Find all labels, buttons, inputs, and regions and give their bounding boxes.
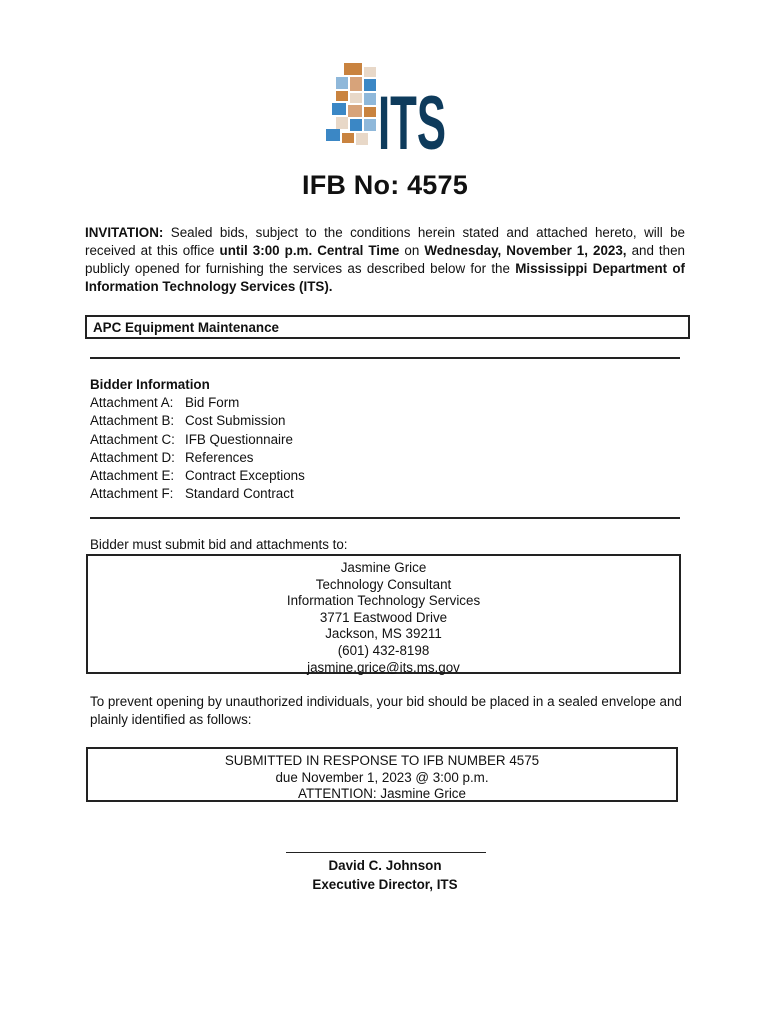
attachment-key: Attachment D: — [90, 449, 175, 465]
contact-city: Jackson, MS 39211 — [325, 626, 442, 642]
attachment-row — [90, 485, 305, 503]
attachment-value: Standard Contract — [185, 486, 294, 502]
contact-title: Technology Consultant — [315, 576, 452, 592]
project-name-box: APC Equipment Maintenance — [85, 315, 690, 339]
attachment-key: Attachment C: — [90, 431, 175, 447]
attachment-row — [90, 431, 305, 449]
attachment-value: Cost Submission — [185, 413, 286, 429]
attachment-value: Bid Form — [185, 395, 240, 411]
envelope-label-line: SUBMITTED IN RESPONSE TO IFB NUMBER 4575 — [224, 753, 540, 768]
invitation-text-2: on — [399, 243, 425, 258]
ifb-title: IFB No: 4575 — [302, 170, 468, 200]
divider-top — [90, 357, 680, 359]
signature-line — [286, 852, 486, 853]
submit-instructions: Bidder must submit bid and attachments to: — [90, 537, 348, 552]
attachment-value: Contract Exceptions — [185, 468, 305, 484]
attachment-row — [90, 394, 305, 412]
contact-department: Information Technology Services — [286, 593, 481, 609]
contact-box — [86, 554, 681, 674]
mississippi-tile-mosaic — [326, 63, 376, 145]
envelope-label-box — [86, 747, 678, 802]
logo-wordmark: ITS — [378, 81, 446, 166]
contact-name: Jasmine Grice — [340, 560, 427, 575]
envelope-label-line: ATTENTION: Jasmine Grice — [298, 786, 466, 802]
contact-phone: (601) 432-8198 — [337, 642, 430, 658]
invitation-text-1: Sealed bids, subject to the conditions herein stated and attached hereto, will be received at this office — [85, 225, 685, 258]
signature-block — [0, 857, 770, 894]
attachment-row — [90, 412, 305, 430]
invitation-agency: Mississippi Department of Information Technology Services (ITS). — [85, 261, 685, 294]
contact-street: 3771 Eastwood Drive — [319, 609, 448, 625]
signatory-title: Executive Director, ITS — [312, 876, 458, 892]
its-logo — [322, 63, 448, 166]
attachment-row — [90, 467, 305, 485]
invitation-text-3: and then publicly opened for furnishing the services as described below for the — [85, 243, 685, 276]
envelope-label-line: due November 1, 2023 @ 3:00 p.m. — [275, 769, 489, 785]
attachments-heading: Bidder Information — [90, 377, 210, 392]
attachment-row — [90, 449, 305, 467]
attachment-key: Attachment F: — [90, 486, 174, 502]
invitation-deadline: until 3:00 p.m. Central Time — [219, 243, 400, 258]
signatory-name: David C. Johnson — [328, 858, 442, 873]
contact-email: jasmine.grice@its.ms.gov — [307, 659, 460, 675]
sealed-envelope-instructions: To prevent opening by unauthorized individuals, your bid should be placed in a sealed envelope and plainly identified as follows: — [90, 694, 682, 727]
attachments-list — [90, 376, 305, 503]
invitation-paragraph — [85, 224, 685, 296]
invitation-date: Wednesday, November 1, 2023, — [424, 243, 627, 258]
attachment-key: Attachment B: — [90, 413, 175, 429]
invitation-lead: INVITATION: — [85, 225, 164, 240]
attachment-key: Attachment E: — [90, 468, 175, 484]
divider-bottom — [90, 517, 680, 519]
attachment-value: IFB Questionnaire — [185, 431, 293, 447]
attachment-key: Attachment A: — [90, 395, 174, 411]
attachment-value: References — [185, 449, 254, 465]
